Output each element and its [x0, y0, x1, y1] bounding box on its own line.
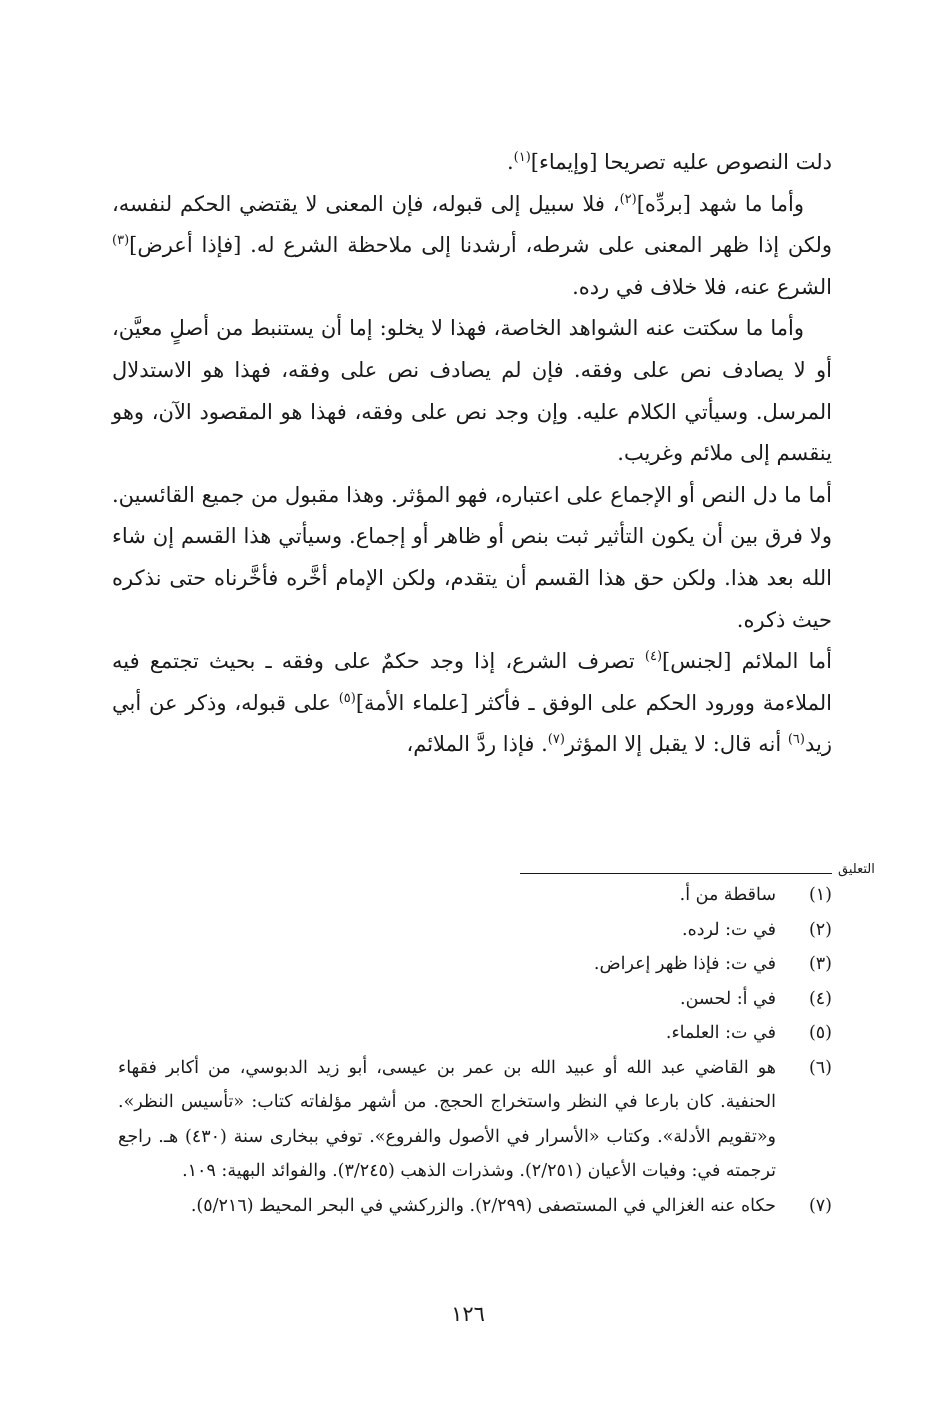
body-text-run: تصرف الشرع، إذا وجد حكمٌ على وفقه ـ بحيث تجتمع فيه الملاءمة وورود الحكم على الوفق ـ فأكثر [علماء الأمة] [112, 649, 832, 715]
paragraph-3 [112, 308, 832, 474]
footnote-reference-marker: (٢) [619, 191, 637, 207]
body-text-run: وأما ما شهد [بردِّه] [636, 191, 804, 216]
footnote-separator-label: التعليق [838, 862, 875, 877]
footnote-text: هو القاضي عبد الله أو عبيد الله بن عمر بن عيسى، أبو زيد الدبوسي، من أكابر فقهاء الحنفية. كان بارعا في النظر واستخراج الحجج. من أشهر مؤلفاته كتاب: «تأسيس النظر». و«تقويم الأدلة». وكتاب «الأسرار في الأصول والفروع». توفي ببخارى سنة (٤٣٠) هـ. راجع ترجمته في: وفيات الأعيان (٢/٢٥١). وشذرات الذهب (٣/٢٤٥). والفوائد البهية: ١٠٩. [118, 1057, 776, 1181]
body-text-run: ، فلا سبيل إلى قبوله، فإن المعنى لا يقتضي الحكم لنفسه، ولكن إذا ظهر المعنى على شرطه، أرشدنا إلى ملاحظة الشرع له. [فإذا أعرض] [112, 191, 832, 258]
footnote-reference-marker: (١) [513, 150, 531, 165]
main-text-block [112, 142, 832, 766]
footnote-reference-marker: (٦) [787, 732, 805, 748]
paragraph-2 [112, 184, 832, 309]
body-text-run: . [506, 150, 514, 174]
footnote-item [118, 982, 832, 1017]
body-text-run: وأما ما سكتت عنه الشواهد الخاصة، فهذا لا يخلو: إما أن يستنبط من أصلٍ معيَّن، أو لا يصادف نص على وفقه. فإن لم يصادف نص على وفقه، فهذا هو الاستدلال المرسل. وسيأتي الكلام عليه. وإن وجد نص على وفقه، فهذا هو المقصود الآن، وهو ينقسم إلى ملائم وغريب. [112, 316, 832, 466]
footnote-reference-marker: (٧) [547, 732, 565, 748]
footnote-text: حكاه عنه الغزالي في المستصفى (٢/٢٩٩). والزركشي في البحر المحيط (٥/٢١٦). [190, 1195, 776, 1216]
footnote-text: في ت: لرده. [682, 919, 776, 940]
paragraph-4 [112, 475, 832, 641]
footnote-number: (٦) [808, 1057, 832, 1078]
footnote-reference-marker: (٥) [338, 690, 356, 706]
page-number: ١٢٦ [451, 1302, 485, 1326]
paragraph-1 [112, 142, 832, 184]
body-text-run: . فإذا ردَّ الملائم، [406, 732, 548, 757]
footnote-item [118, 1051, 832, 1189]
body-text-run: على قبوله، وذكر عن أبي زيد [112, 690, 832, 757]
footnote-number: (٤) [808, 988, 832, 1009]
footnote-item [118, 913, 832, 948]
footnote-number: (٥) [808, 1023, 832, 1043]
footnote-reference-marker: (٣) [112, 233, 130, 249]
footnote-number: (٢) [808, 919, 832, 940]
body-text-run: أما الملائم [لجنس] [662, 649, 833, 674]
footnote-text: في ت: العلماء. [665, 1023, 776, 1043]
footnote-number: (٧) [808, 1195, 832, 1216]
body-text-run: أنه قال: لا يقبل إلا المؤثر [564, 732, 788, 757]
footnotes-section [118, 878, 832, 1223]
footnote-number: (٣) [808, 954, 832, 974]
footnote-separator-line [520, 873, 832, 874]
footnote-reference-marker: (٤) [644, 649, 663, 665]
footnote-item [118, 947, 832, 982]
footnote-item [118, 1016, 832, 1051]
footnote-text: في ت: فإذا ظهر إعراض. [593, 954, 776, 974]
footnote-item [118, 1189, 832, 1224]
paragraph-5 [112, 641, 832, 766]
footnote-number: (١) [808, 885, 832, 905]
footnote-item [118, 878, 832, 913]
footnote-text: ساقطة من أ. [679, 885, 776, 905]
body-text-run: الشرع عنه، فلا خلاف في رده. [572, 274, 832, 299]
body-text-run: أما ما دل النص أو الإجماع على اعتباره، فهو المؤثر. وهذا مقبول من جميع القائسين. ولا فرق بين أن يكون التأثير ثبت بنص أو ظاهر أو إجماع. وسيأتي هذا القسم إن شاء الله بعد هذا. ولكن حق هذا القسم أن يتقدم، ولكن الإمام أخَّره فأخَّرناه حتى نذكره حيث ذكره. [112, 482, 832, 632]
footnote-text: في أ: لحسن. [680, 988, 776, 1009]
body-text-run: دلت النصوص عليه تصريحا [وإيماء] [530, 150, 832, 174]
